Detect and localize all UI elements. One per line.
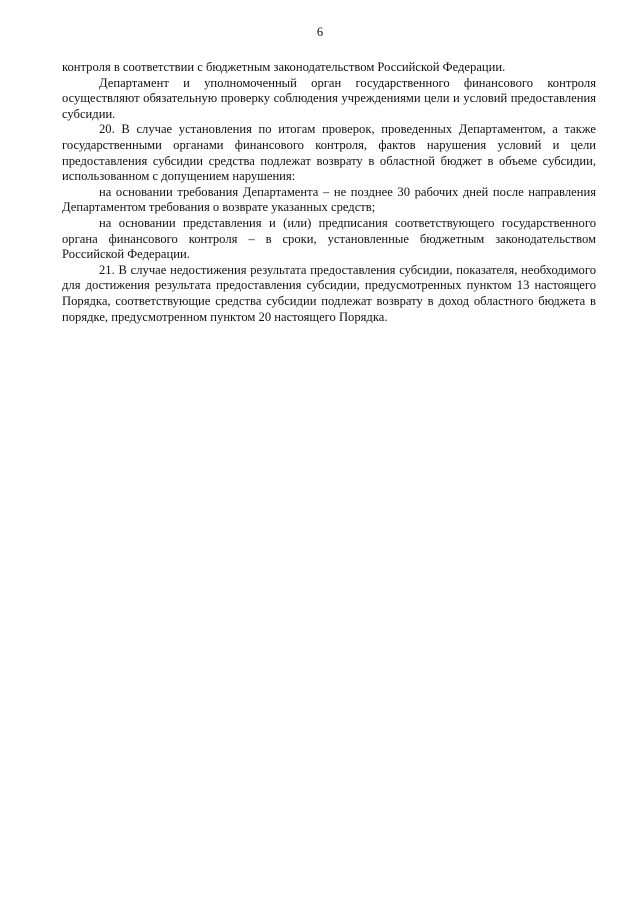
paragraph-control-body-order: на основании представления и (или) предписания соответствующего государственного органа финансового контроля – в сроки, установленные бюджетным законодательством Российской Федерации. (62, 215, 596, 262)
paragraph-department-requirement: на основании требования Департамента – не позднее 30 рабочих дней после направления Департаментом требования о возврате указанных средств; (62, 184, 596, 215)
document-body (62, 60, 596, 325)
paragraph-item-20: 20. В случае установления по итогам проверок, проведенных Департаментом, а также государственными органами финансового контроля, фактов нарушения условий и цели предоставления субсидии средства подлежат возврату в областной бюджет в объеме субсидии, использованном с допущением нарушения: (62, 122, 596, 184)
paragraph-item-21: 21. В случае недостижения результата предоставления субсидии, показателя, необходимого для достижения результата предоставления субсидии, предусмотренных пунктом 13 настоящего Порядка, соответствующие средства субсидии подлежат возврату в доход областного бюджета в порядке, предусмотренном пунктом 20 настоящего Порядка. (62, 262, 596, 324)
paragraph-continuation: контроля в соответствии с бюджетным законодательством Российской Федерации. (62, 60, 506, 74)
page-number: 6 (316, 25, 324, 39)
paragraph-control-check: Департамент и уполномоченный орган государственного финансового контроля осуществляют обязательную проверку соблюдения учреждениями цели и условий предоставления субсидии. (62, 75, 596, 121)
